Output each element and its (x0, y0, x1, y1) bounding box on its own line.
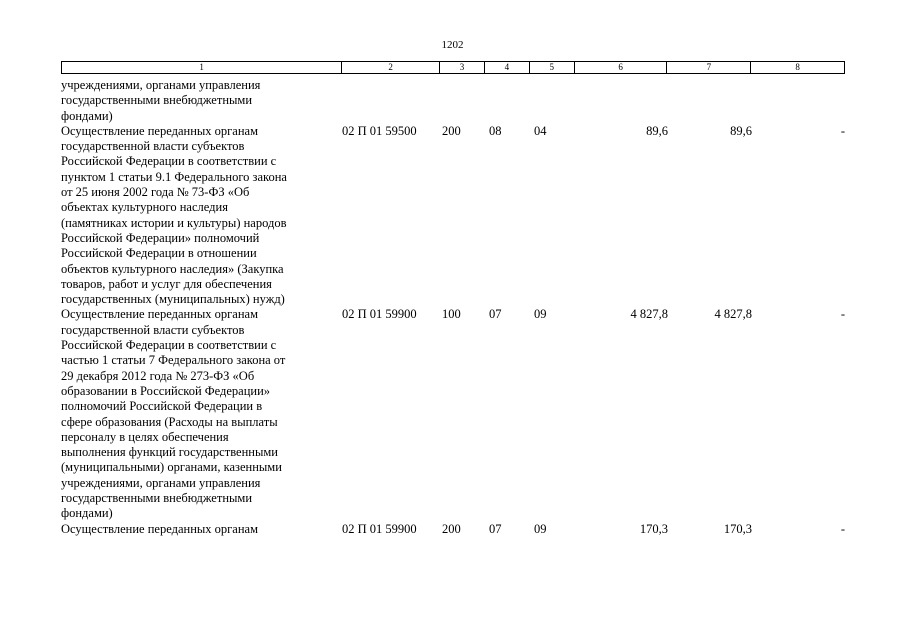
sum2-cell: 4 827,8 (714, 307, 752, 322)
table-body (61, 78, 845, 537)
header-col-2: 2 (342, 62, 440, 73)
row-name-line: учреждениями, органами управления (61, 78, 261, 92)
page-number: 1202 (441, 39, 464, 51)
row-name (61, 78, 342, 124)
sum3-cell: - (840, 521, 845, 536)
table-row (61, 78, 845, 124)
vr-cell: 200 (442, 521, 461, 536)
row-name-line: образовании в Российской Федерации» (61, 383, 271, 398)
row-name-line: объектах культурного наследия (61, 200, 228, 215)
row-name-line: государственной власти субъектов (61, 139, 245, 154)
header-col-7: 7 (667, 62, 751, 73)
row-name (61, 522, 342, 537)
row-name-line: Российской Федерации в отношении (61, 246, 257, 261)
header-col-4: 4 (485, 62, 530, 73)
pr-cell: 04 (534, 123, 547, 138)
header-col-3: 3 (440, 62, 485, 73)
header-col-8: 8 (795, 62, 800, 72)
row-name-line: Российской Федерации в соответствии с (61, 154, 277, 169)
table-header (61, 61, 845, 74)
row-name-line: Российской Федерации» полномочий (61, 230, 260, 245)
table-row (61, 307, 845, 521)
table-row (61, 522, 845, 537)
row-name-line: пунктом 1 статьи 9.1 Федерального закона (61, 169, 287, 184)
row-name-line: Осуществление переданных органам (61, 521, 258, 536)
vr-cell: 200 (442, 123, 461, 138)
table-row (61, 124, 845, 308)
row-name-line: объектов культурного наследия» (Закупка (61, 261, 284, 276)
sum3-cell: - (840, 307, 845, 322)
vr-cell: 100 (442, 307, 461, 322)
code-cell: 02 П 01 59900 (342, 521, 417, 536)
header-col-1: 1 (62, 62, 342, 73)
row-name-line: учреждениями, органами управления (61, 475, 261, 490)
row-name-line: сфере образования (Расходы на выплаты (61, 414, 278, 429)
rz-cell: 07 (489, 521, 502, 536)
row-name-line: Осуществление переданных органам (61, 307, 258, 322)
sum1-cell: 170,3 (639, 521, 668, 536)
row-name-line: государственной власти субъектов (61, 322, 245, 337)
row-name-line: государственными внебюджетными (61, 93, 253, 108)
row-name-line: персоналу в целях обеспечения (61, 429, 229, 444)
row-name-line: товаров, работ и услуг для обеспечения (61, 276, 272, 291)
row-name-line: государственных (муниципальных) нужд) (61, 292, 285, 307)
sum2-cell: 89,6 (730, 123, 752, 138)
rz-cell: 07 (489, 307, 502, 322)
row-name-line: (памятниках истории и культуры) народов (61, 215, 287, 230)
rz-cell: 08 (489, 123, 502, 138)
code-cell: 02 П 01 59900 (342, 307, 417, 322)
row-name-line: Российской Федерации в соответствии с (61, 338, 277, 353)
row-name-line: фондами) (61, 108, 113, 123)
row-name-line: 29 декабря 2012 года № 273-ФЗ «Об (61, 368, 255, 383)
row-name (61, 307, 342, 521)
row-name-line: (муниципальными) органами, казенными (61, 460, 282, 475)
header-col-6: 6 (575, 62, 668, 73)
sum3-cell: - (840, 123, 845, 138)
pr-cell: 09 (534, 307, 547, 322)
sum1-cell: 89,6 (646, 123, 668, 138)
row-name-line: фондами) (61, 506, 113, 521)
row-name (61, 124, 342, 308)
header-col-5: 5 (530, 62, 575, 73)
row-name-line: Осуществление переданных органам (61, 123, 258, 138)
row-name-line: выполнения функций государственными (61, 445, 278, 460)
row-name-line: частью 1 статьи 7 Федерального закона от (61, 353, 286, 368)
row-name-line: полномочий Российской Федерации в (61, 399, 263, 414)
row-name-line: государственными внебюджетными (61, 491, 253, 506)
row-name-line: от 25 июня 2002 года № 73-ФЗ «Об (61, 185, 250, 200)
sum1-cell: 4 827,8 (630, 307, 668, 322)
sum2-cell: 170,3 (723, 521, 752, 536)
code-cell: 02 П 01 59500 (342, 123, 417, 138)
pr-cell: 09 (534, 521, 547, 536)
